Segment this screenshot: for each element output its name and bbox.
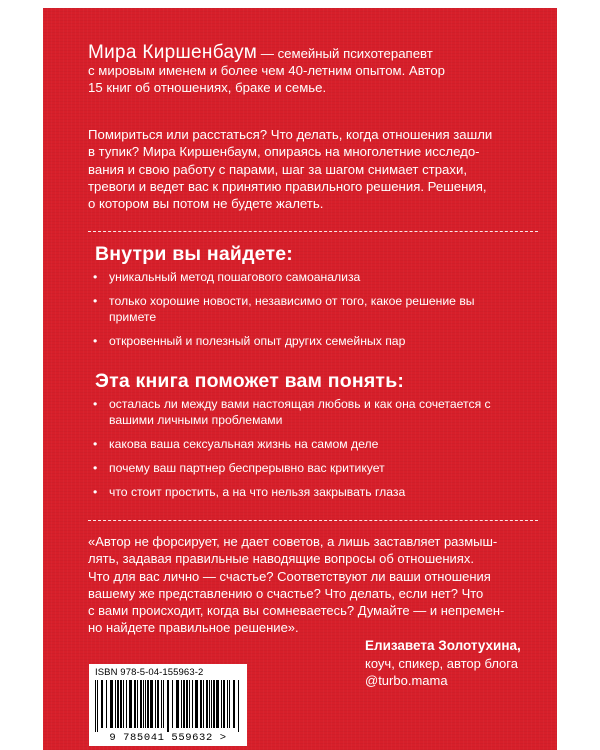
barcode-bar — [123, 680, 124, 728]
author-bio-line: 15 книг об отношениях, браке и семье. — [88, 80, 327, 95]
author-bio — [88, 44, 528, 96]
barcode-bar — [157, 680, 159, 728]
barcode-bar — [229, 680, 230, 728]
barcode-bar — [129, 680, 132, 728]
attribution-handle: @turbo.mama — [365, 673, 448, 688]
inside-list — [93, 270, 513, 358]
barcode-bar — [126, 680, 127, 728]
author-name: Мира Киршенбаум — [88, 42, 258, 63]
barcode-bar — [95, 680, 96, 732]
barcode-bar — [143, 680, 144, 728]
quote-line: Что для вас лично — счастье? Соответствуют ли ваши отношения — [88, 568, 491, 584]
barcode-bar — [181, 680, 182, 728]
list-item: • уникальный метод пошагового самоанализа — [93, 270, 513, 286]
barcode-bar — [213, 680, 215, 728]
barcode-bar — [203, 680, 204, 728]
intro-line: вания и свою работу с парами, шаг за шагом снимает страхи, — [88, 161, 467, 177]
barcode-bar — [161, 680, 162, 728]
dashed-divider — [88, 231, 538, 232]
barcode-bar — [238, 680, 239, 732]
quote-attribution — [365, 637, 545, 690]
attribution-name: Елизавета Золотухина, — [365, 638, 521, 653]
list-item: • осталась ли между вами настоящая любовь и как она сочетается с вашими личными проблемами — [93, 397, 513, 428]
barcode-bar — [137, 680, 138, 728]
barcode-bar — [223, 680, 225, 728]
isbn-text: ISBN 978-5-04-155963-2 — [95, 667, 204, 678]
intro-line: о котором вы потом не будете жалеть. — [88, 196, 324, 212]
list-item: • откровенный и полезный опыт других семейных пар — [93, 334, 513, 350]
section-heading-inside: Внутри вы найдете: — [95, 243, 293, 265]
barcode-bar — [106, 680, 107, 728]
barcode-bar — [200, 680, 202, 728]
barcode-bar — [189, 680, 190, 728]
isbn-barcode — [89, 664, 247, 746]
quote-line: с вами происходит, когда вы сомневаетесь? Думайте — и непремен- — [88, 603, 505, 619]
barcode-bar — [186, 680, 188, 728]
dashed-divider — [88, 520, 538, 521]
barcode-bar — [110, 680, 113, 728]
barcode-bar — [183, 680, 185, 728]
list-item: • какова ваша сексуальная жизнь на самом деле — [93, 437, 513, 453]
barcode-bar — [120, 680, 122, 728]
barcode-bars — [93, 680, 243, 732]
barcode-bar — [176, 680, 179, 728]
barcode-bar — [117, 680, 119, 728]
barcode-bar — [140, 680, 142, 728]
barcode-bar — [206, 680, 208, 728]
back-cover — [43, 8, 557, 750]
barcode-bar — [163, 680, 164, 728]
barcode-bar — [147, 680, 149, 728]
understand-list — [93, 397, 513, 509]
author-bio-line: с мировым именем и более чем 40-летним опытом. Автор — [88, 63, 445, 78]
barcode-bar — [227, 680, 228, 728]
barcode-bar — [150, 680, 153, 728]
barcode-bar — [134, 680, 136, 728]
quote-line: вашему же представлению о счастье? Что делать, если нет? Что — [88, 585, 484, 601]
list-item: • что стоит простить, а на что нельзя закрывать глаза — [93, 485, 513, 501]
list-item: • только хорошие новости, независимо от того, какое решение вы примете — [93, 294, 513, 325]
barcode-bar — [233, 680, 235, 728]
barcode-bar — [192, 680, 193, 728]
barcode-bar — [167, 680, 169, 732]
barcode-bar — [101, 680, 103, 728]
intro-line: тревоги и ведет вас к принятию правильного решения. Решения, — [88, 178, 487, 194]
list-item: • почему ваш партнер беспрерывно вас критикует — [93, 461, 513, 477]
intro-line: в тупик? Мира Киршенбаум, опираясь на многолетние исследо- — [88, 144, 480, 160]
barcode-bar — [221, 680, 222, 728]
barcode-bar — [195, 680, 198, 728]
barcode-bar — [115, 680, 116, 728]
section-heading-understand: Эта книга поможет вам понять: — [95, 370, 405, 392]
quote-line: лять, задавая правильные наводящие вопросы об отношениях. — [88, 551, 474, 567]
author-bio-line: — семейный психотерапевт — [257, 46, 433, 61]
barcode-bar — [145, 680, 146, 728]
attribution-role: коуч, спикер, автор блога — [365, 655, 518, 671]
quote-line: «Автор не форсирует, не дает советов, а лишь заставляет размыш- — [88, 534, 498, 549]
barcode-bar — [216, 680, 219, 728]
barcode-bar — [211, 680, 212, 728]
review-quote — [88, 533, 533, 637]
barcode-bar — [209, 680, 210, 728]
intro-paragraph — [88, 126, 543, 212]
barcode-bar — [172, 680, 173, 728]
barcode-digits: 9 785041 559632 > — [109, 732, 227, 744]
barcode-bar — [155, 680, 156, 728]
barcode-bar — [97, 680, 98, 732]
intro-line: Помириться или расстаться? Что делать, когда отношения зашли — [88, 127, 493, 142]
quote-line: но найдете правильное решение». — [88, 620, 299, 636]
